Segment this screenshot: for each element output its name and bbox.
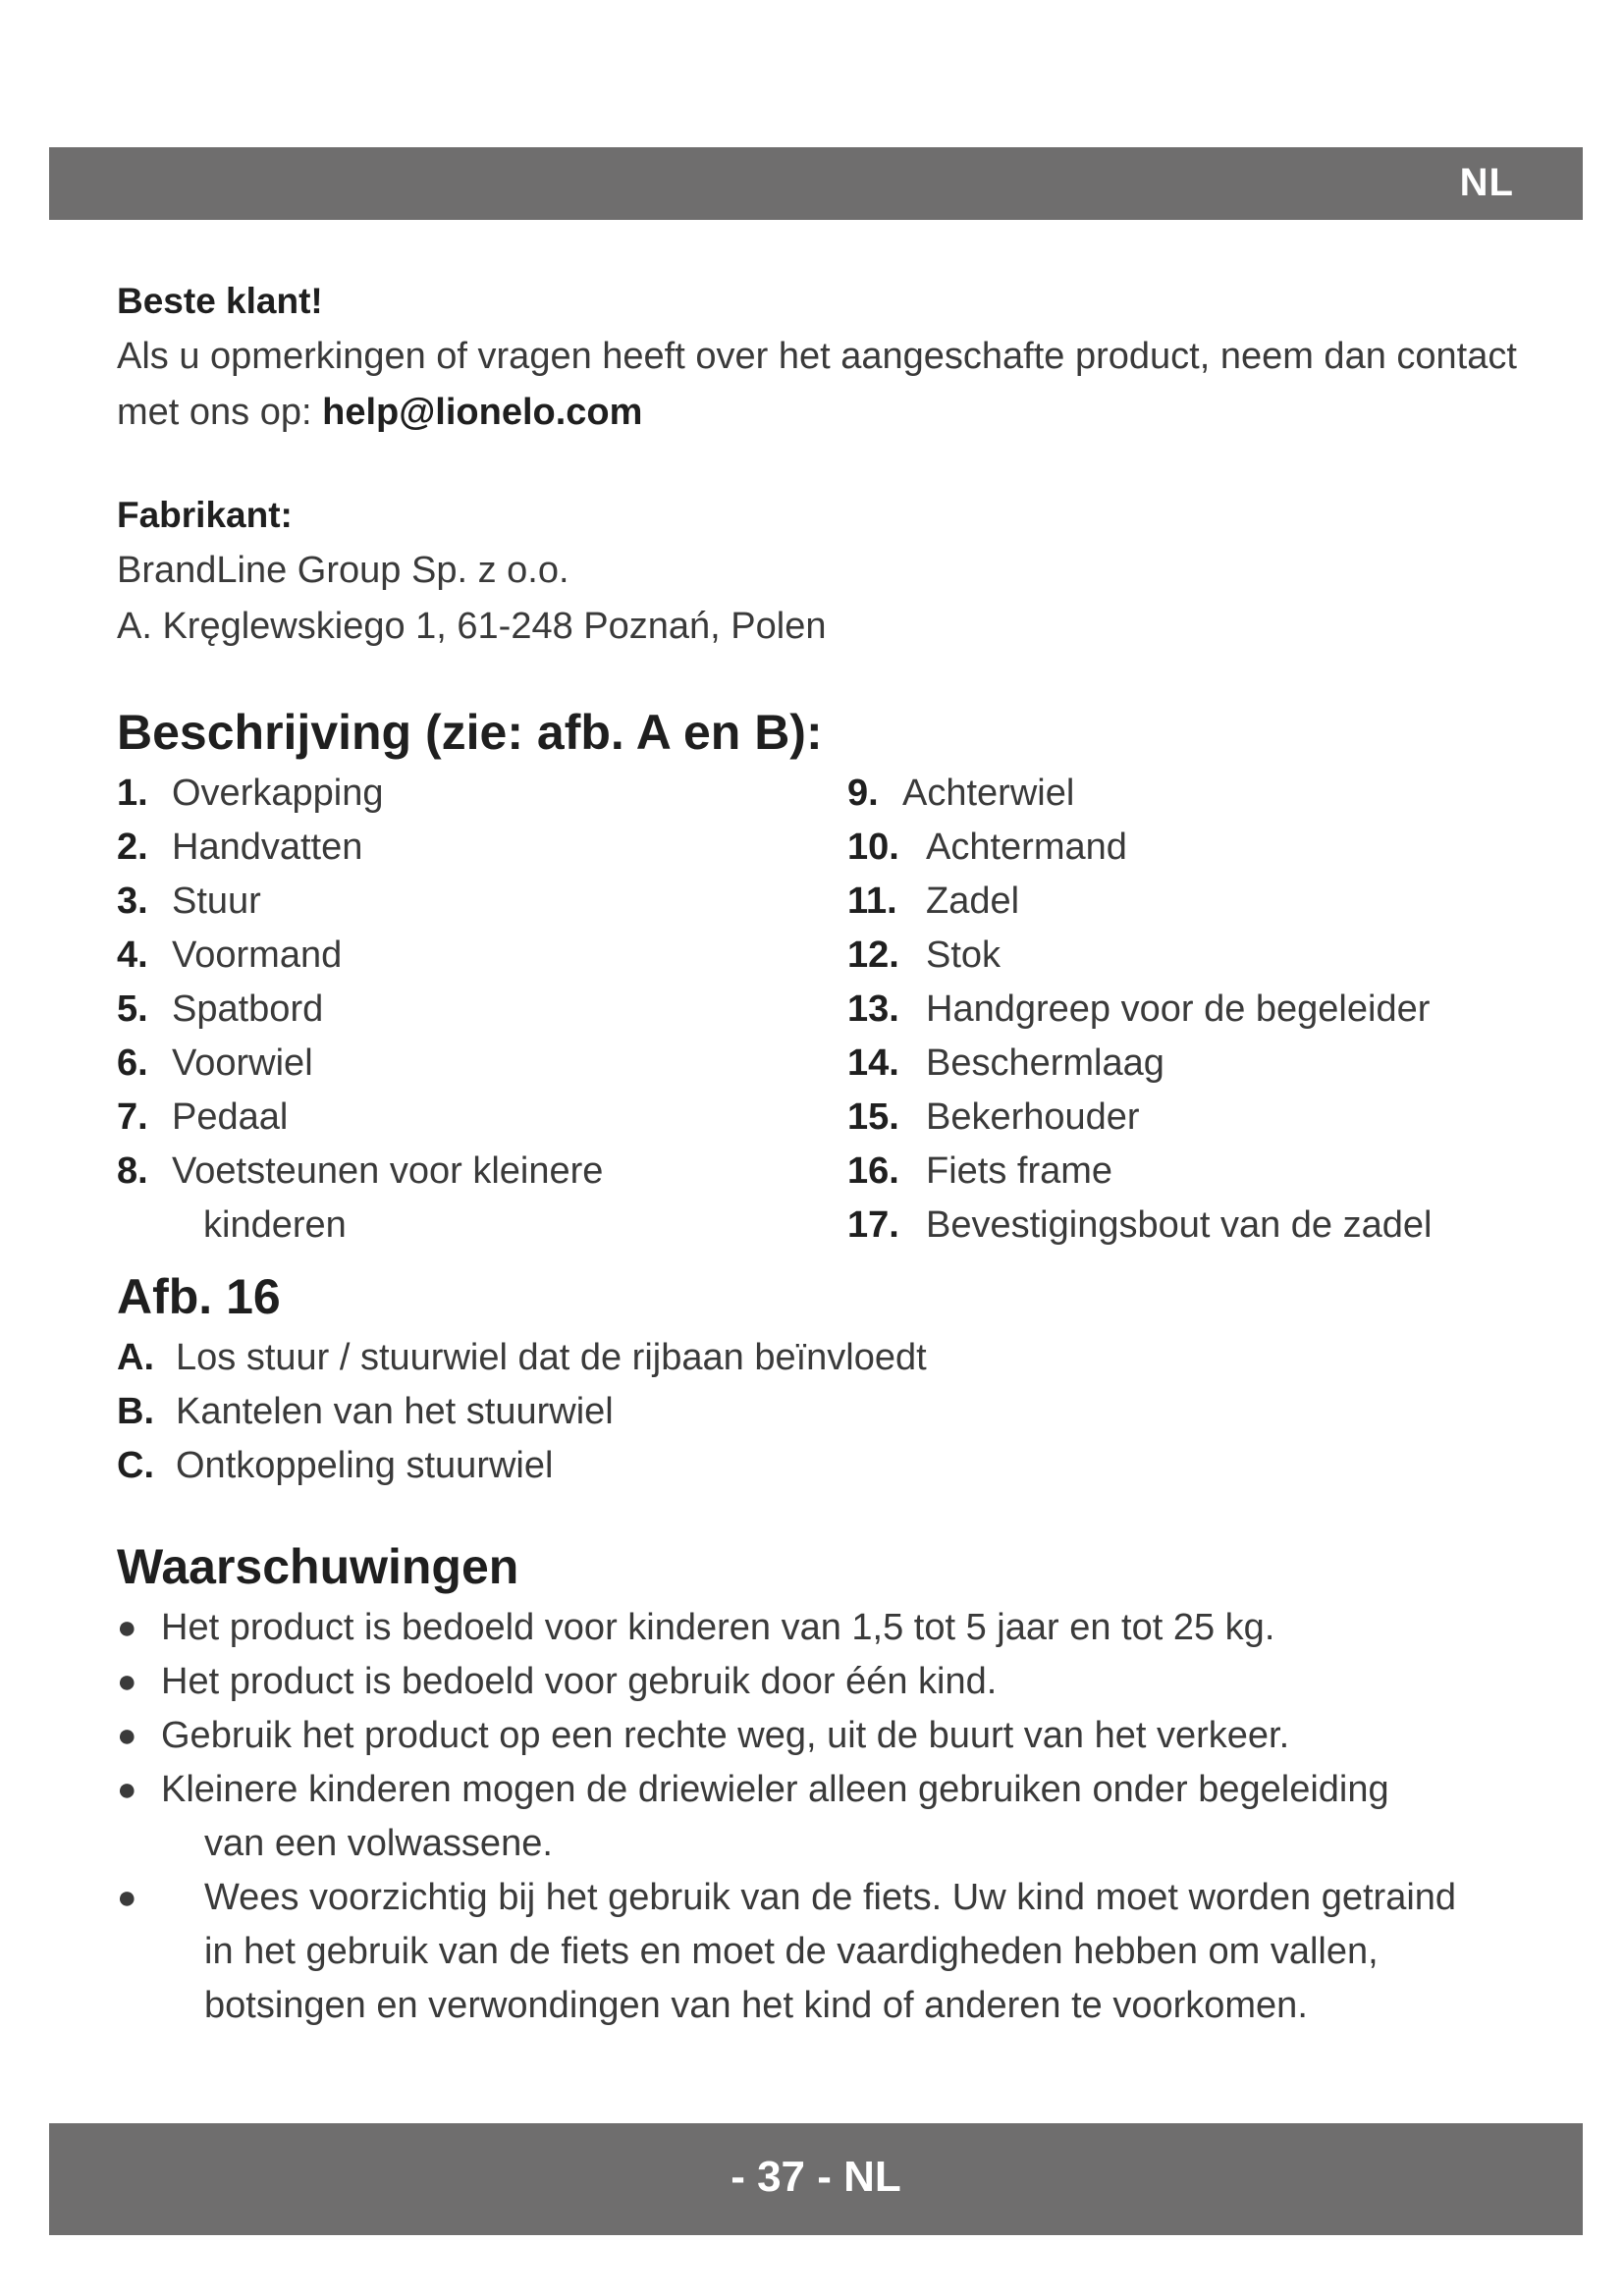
list-item: A. Los stuur / stuurwiel dat de rijbaan beïnvloedt: [117, 1337, 927, 1378]
bullet-icon: ●: [117, 1879, 137, 1916]
description-list: [117, 767, 1570, 1262]
greeting-text: [117, 329, 1570, 441]
list-item: ● Het product is bedoeld voor kinderen van 1,5 tot 5 jaar en tot 25 kg.: [117, 1601, 1570, 1655]
list-item: 5. Spatbord: [117, 988, 324, 1030]
footer-bar: [49, 2123, 1583, 2235]
header-bar: [49, 147, 1583, 220]
description-heading: Beschrijving (zie: afb. A en B):: [117, 705, 823, 760]
list-item: ● Wees voorzichtig bij het gebruik van de fiets. Uw kind moet worden getraind: [117, 1871, 1570, 1925]
figure-list: [117, 1331, 1570, 1493]
list-item: ● Gebruik het product op een rechte weg, uit de buurt van het verkeer.: [117, 1709, 1570, 1763]
list-item: B. Kantelen van het stuurwiel: [117, 1391, 614, 1432]
list-item-continuation: van een volwassene.: [204, 1823, 553, 1864]
page-content: [117, 273, 1570, 2033]
list-item: 3. Stuur: [117, 881, 261, 922]
list-item-continuation: kinderen: [203, 1204, 347, 1246]
manufacturer-label: Fabrikant:: [117, 495, 293, 535]
list-item: 13. Handgreep voor de begeleider: [847, 988, 1431, 1030]
list-item: 12. Stok: [847, 934, 1001, 976]
list-item: C. Ontkoppeling stuurwiel: [117, 1445, 554, 1486]
list-item: 16. Fiets frame: [847, 1150, 1113, 1192]
list-item: 1. Overkapping: [117, 773, 384, 814]
manufacturer-address: A. Kręglewskiego 1, 61-248 Poznań, Polen: [117, 606, 827, 647]
figure-heading: Afb. 16: [117, 1269, 281, 1324]
bullet-icon: ●: [117, 1663, 137, 1700]
support-email[interactable]: help@lionelo.com: [322, 392, 643, 433]
list-item: ● Het product is bedoeld voor gebruik door één kind.: [117, 1655, 1570, 1709]
manufacturer-name: BrandLine Group Sp. z o.o.: [117, 550, 569, 591]
list-item: ● Kleinere kinderen mogen de driewieler alleen gebruiken onder begeleiding: [117, 1763, 1570, 1817]
bullet-icon: ●: [117, 1771, 137, 1808]
list-item: 11. Zadel: [847, 881, 1020, 922]
list-item: 8. Voetsteunen voor kleinere: [117, 1150, 604, 1192]
language-code: NL: [1459, 161, 1514, 204]
page-number: - 37 - NL: [731, 2153, 901, 2201]
list-item: 2. Handvatten: [117, 827, 363, 868]
list-item: 17. Bevestigingsbout van de zadel: [847, 1204, 1433, 1246]
list-item-continuation: in het gebruik van de fiets en moet de vaardigheden hebben om vallen,: [204, 1931, 1379, 1972]
list-item: 9. Achterwiel: [847, 773, 1075, 814]
greeting-body: Als u opmerkingen of vragen heeft over het aangeschafte product, neem dan contact met ons op:: [117, 336, 1517, 433]
list-item: 10. Achtermand: [847, 827, 1127, 868]
list-item: 4. Voormand: [117, 934, 343, 976]
greeting-title: Beste klant!: [117, 281, 323, 321]
bullet-icon: ●: [117, 1609, 137, 1646]
list-item: 14. Beschermlaag: [847, 1042, 1164, 1084]
bullet-icon: ●: [117, 1717, 137, 1754]
description-column-left: [117, 767, 785, 1253]
warnings-heading: Waarschuwingen: [117, 1539, 519, 1594]
description-column-right: [847, 767, 1594, 1253]
warnings-list: [117, 1601, 1570, 2033]
list-item: 6. Voorwiel: [117, 1042, 313, 1084]
list-item: 15. Bekerhouder: [847, 1096, 1140, 1138]
list-item-continuation: botsingen en verwondingen van het kind of anderen te voorkomen.: [204, 1985, 1308, 2026]
list-item: 7. Pedaal: [117, 1096, 289, 1138]
